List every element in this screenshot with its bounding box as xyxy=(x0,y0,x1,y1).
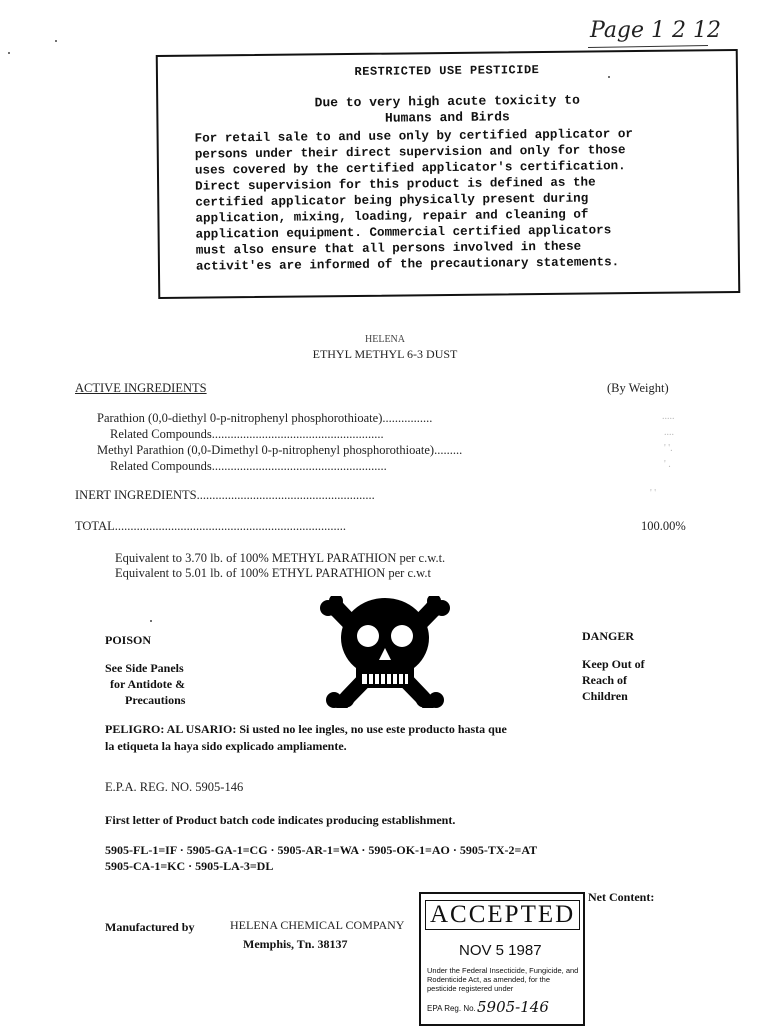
restricted-body xyxy=(195,125,726,275)
by-weight-label: (By Weight) xyxy=(607,381,669,395)
accepted-reg-number: 5905-146 xyxy=(477,998,549,1016)
active-ingredients-heading: ACTIVE INGREDIENTS xyxy=(75,381,207,395)
restricted-line: For retail sale to and use only by certified applicator or xyxy=(194,127,634,146)
page-number-underline xyxy=(588,45,708,48)
batch-code-note: First letter of Product batch code indicates producing establishment. xyxy=(105,813,456,827)
keep-out-line: Children xyxy=(582,689,628,703)
epa-registration-number: E.P.A. REG. NO. 5905-146 xyxy=(105,780,244,794)
ingredient-row: Related Compounds....................................................... xyxy=(110,427,384,441)
accepted-reg-label: EPA Reg. No. xyxy=(427,1004,476,1013)
restricted-line: certified applicator being physically present during xyxy=(195,191,589,210)
ingredient-value: ' '. xyxy=(664,443,673,454)
keep-out-line: Keep Out of xyxy=(582,657,645,671)
restricted-line: persons under their direct supervision and only for those xyxy=(194,143,626,162)
establishment-codes-line: 5905-FL-1=IF · 5905-GA-1=CG · 5905-AR-1=WA · 5905-OK-1=AO · 5905-TX-2=AT xyxy=(105,843,538,857)
manufacturer-city: Memphis, Tn. 38137 xyxy=(243,937,348,951)
accepted-word: ACCEPTED xyxy=(425,900,580,930)
brand-name: HELENA xyxy=(365,334,405,345)
skull-and-crossbones-icon xyxy=(310,596,460,708)
equivalent-line: Equivalent to 3.70 lb. of 100% METHYL PARATHION per c.w.t. xyxy=(115,551,446,565)
restricted-subtitle-2: Humans and Birds xyxy=(384,109,510,126)
total-row: TOTAL.......................................................................... xyxy=(75,519,346,533)
ingredient-value: ..... xyxy=(662,411,675,422)
equivalent-line: Equivalent to 5.01 lb. of 100% ETHYL PARATHION per c.w.t xyxy=(115,566,431,580)
inert-ingredients-row: INERT INGREDIENTS......................................................... xyxy=(75,488,375,502)
scan-speck xyxy=(55,40,57,42)
ingredient-row: Methyl Parathion (0,0-Dimethyl 0-p-nitrophenyl phosphorothioate)......... xyxy=(97,443,463,457)
total-value: 100.00% xyxy=(641,519,686,533)
product-name: ETHYL METHYL 6-3 DUST xyxy=(312,347,458,361)
poison-label: POISON xyxy=(105,633,152,647)
page-number-handwritten: Page 1 2 12 xyxy=(590,18,722,43)
accepted-date: NOV 5 1987 xyxy=(459,942,542,959)
restricted-line: activit'es are informed of the precautionary statements. xyxy=(195,255,620,274)
accepted-note: Under the Federal Insecticide, Fungicide, and Rodenticide Act, as amended, for the pesticide registered under xyxy=(427,966,579,993)
ingredient-row: Related Compounds........................................................ xyxy=(110,459,387,473)
ingredient-value: .... xyxy=(664,427,674,438)
ingredient-value: ' . xyxy=(664,459,671,470)
net-content-label: Net Content: xyxy=(588,890,655,904)
manufacturer-name: HELENA CHEMICAL COMPANY xyxy=(230,918,405,932)
scan-speck xyxy=(608,76,610,78)
side-panels-line: for Antidote & xyxy=(110,677,186,691)
restricted-line: Direct supervision for this product is defined as the xyxy=(195,175,596,194)
restricted-line: uses covered by the certified applicator's certification. xyxy=(194,159,626,178)
spanish-warning-line: PELIGRO: AL USARIO: Si usted no lee ingles, no use este producto hasta que xyxy=(105,722,507,736)
inert-ingredients-value: ' ' xyxy=(650,488,657,499)
restricted-line: must also ensure that all persons involved in these xyxy=(195,239,582,258)
restricted-use-box xyxy=(156,49,741,299)
spanish-warning-line: la etiqueta la haya sido explicado ampliamente. xyxy=(105,739,347,753)
restricted-subtitle-1: Due to very high acute toxicity to xyxy=(314,92,580,111)
side-panels-line: See Side Panels xyxy=(105,661,184,675)
scan-speck xyxy=(8,52,10,54)
restricted-line: application, mixing, loading, repair and cleaning of xyxy=(195,207,589,226)
side-panels-line: Precautions xyxy=(125,693,186,707)
establishment-codes-line: 5905-CA-1=KC · 5905-LA-3=DL xyxy=(105,859,274,873)
restricted-title: RESTRICTED USE PESTICIDE xyxy=(354,63,540,79)
manufactured-by-label: Manufactured by xyxy=(105,920,195,934)
ingredient-row: Parathion (0,0-diethyl 0-p-nitrophenyl phosphorothioate)................ xyxy=(97,411,433,425)
danger-label: DANGER xyxy=(582,629,635,643)
accepted-stamp xyxy=(419,892,585,1026)
restricted-line: application equipment. Commercial certified applicators xyxy=(195,223,612,242)
scan-speck xyxy=(150,620,152,622)
keep-out-line: Reach of xyxy=(582,673,627,687)
